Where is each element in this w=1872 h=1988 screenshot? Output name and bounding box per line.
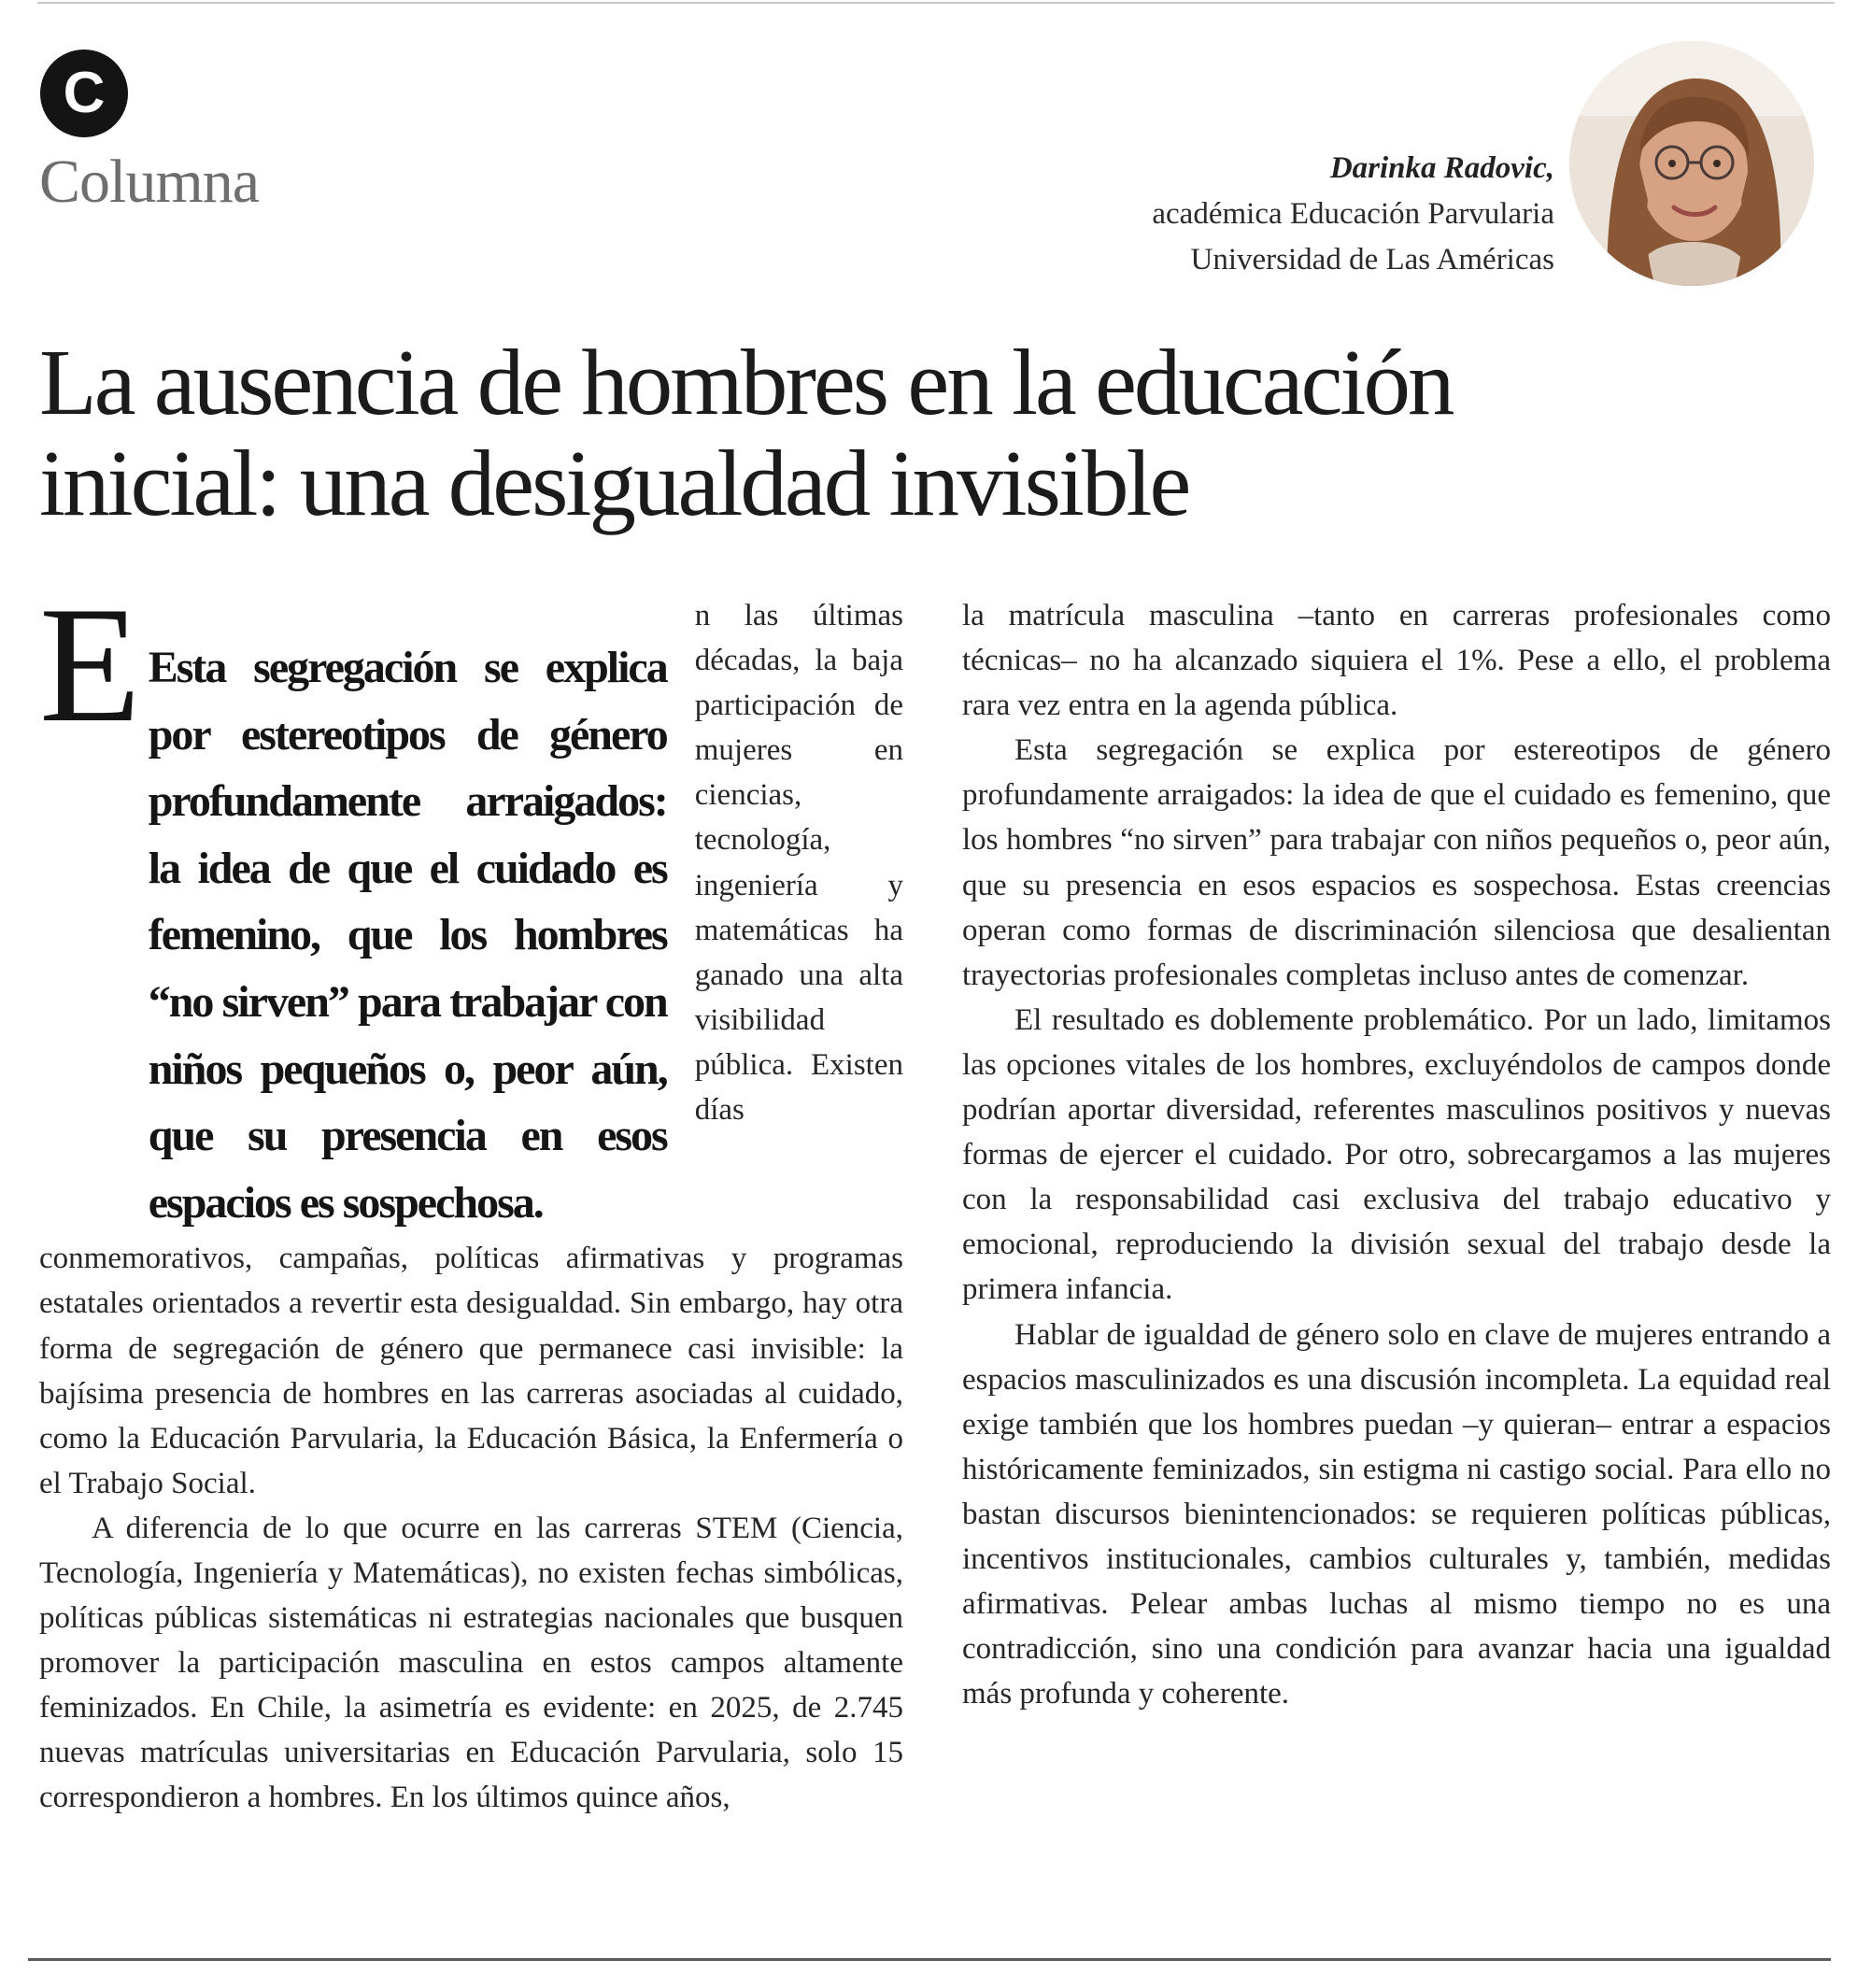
article-column-left <box>39 572 903 1821</box>
body-paragraph-4: El resultado es doblemente problemático. Por un lado, limitamos las opciones vitales de los hombres, excluyéndolos de campos donde podrían aportar diversidad, referentes masculinos positivos y nuevas formas de ejercer el cuidado. Por otro, sobrecargamos a las mujeres con la responsabilidad casi exclusiva del trabajo educativo y emocional, reproduciendo la división sexual del trabajo desde la primera infancia. <box>962 1002 1831 1307</box>
body-paragraph-3: Esta segregación se explica por estereotipos de género profundamente arraigados: la idea de que el cuidado es femenino, que los hombres “no sirven” para trabajar con niños pequeños o, peor aún, que su presencia en esos espacios es sospechosa. Estas creencias operan como formas de discriminación silenciosa que desalientan trayectorias profesionales completas incluso antes de comenzar. <box>962 733 1831 992</box>
body-paragraph-5: Hablar de igualdad de género solo en clave de mujeres entrando a espacios masculinizados es una discusión incompleta. La equidad real exige también que los hombres puedan –y quieran– entrar a espacios históricamente feminizados, sin estigma ni castigo social. Para ello no bastan discursos bienintencionados: se requieren políticas públicas, incentivos institucionales, cambios culturales y, también, medidas afirmativas. Pelear ambas luchas al mismo tiempo no es una contradicción, sino una condición para avanzar hacia una igualdad más profunda y coherente. <box>962 1317 1831 1711</box>
body-paragraph-1-text: n las últimas décadas, la baja participación de mujeres en ciencias, tecnología, ingeniería y matemáticas ha ganado una alta visibilidad pública. Existen días conmemorativos, campañas, políticas afirmativas y programas estatales orientados a revertir esta desigualdad. Sin embargo, hay otra forma de segregación de género que permanece casi invisible: la bajísima presencia de hombres en las carreras asociadas al cuidado, como la Educación Parvularia, la Educación Básica, la Enfermería o el Trabajo Social. <box>39 599 903 1500</box>
byline <box>1152 146 1554 283</box>
author-role: académica Educación Parvularia <box>1152 197 1554 231</box>
article-column-right <box>962 593 1831 1716</box>
author-organization: Universidad de Las Américas <box>1190 243 1554 277</box>
section-badge-letter: C <box>63 61 106 125</box>
bottom-rule <box>28 1958 1831 1961</box>
section-badge-icon <box>40 50 128 137</box>
author-name: Darinka Radovic, <box>1329 151 1554 185</box>
headline <box>39 332 1814 533</box>
body-paragraph-2: A diferencia de lo que ocurre en las carreras STEM (Ciencia, Tecnología, Ingeniería y Matemáticas), no existen fechas simbólicas, políticas públicas sistemáticas ni estrategias nacionales que busquen promover la participación masculina en estos campos altamente feminizados. En Chile, la asimetría es evidente: en 2025, de 2.745 nuevas matrículas universitarias en Educación Parvularia, solo 15 correspondieron a hombres. En los últimos quince años, <box>39 1511 903 1815</box>
author-photo <box>1569 41 1814 286</box>
author-portrait-illustration <box>1569 41 1814 286</box>
pull-quote: Esta segregación se explica por estereotipos de género profundamente arraigados: la idea de que el cuidado es femenino, que los hombres “no sirven” para trabajar con niños pequeños o, peor aún, que su presencia en esos espacios es sospechosa. <box>148 643 667 1228</box>
body-paragraph-1 <box>39 572 903 1506</box>
body-paragraph-2-continued: la matrícula masculina –tanto en carreras profesionales como técnicas– no ha alcanzado siquiera el 1%. Pese a ello, el problema rara vez entra en la agenda pública. <box>962 599 1831 723</box>
drop-cap: E <box>39 572 141 757</box>
headline-line-1: La ausencia de hombres en la educación <box>39 330 1453 434</box>
top-rule <box>37 2 1835 4</box>
headline-line-2: inicial: una desigualdad invisible <box>39 431 1189 535</box>
section-label: Columna <box>39 148 259 216</box>
